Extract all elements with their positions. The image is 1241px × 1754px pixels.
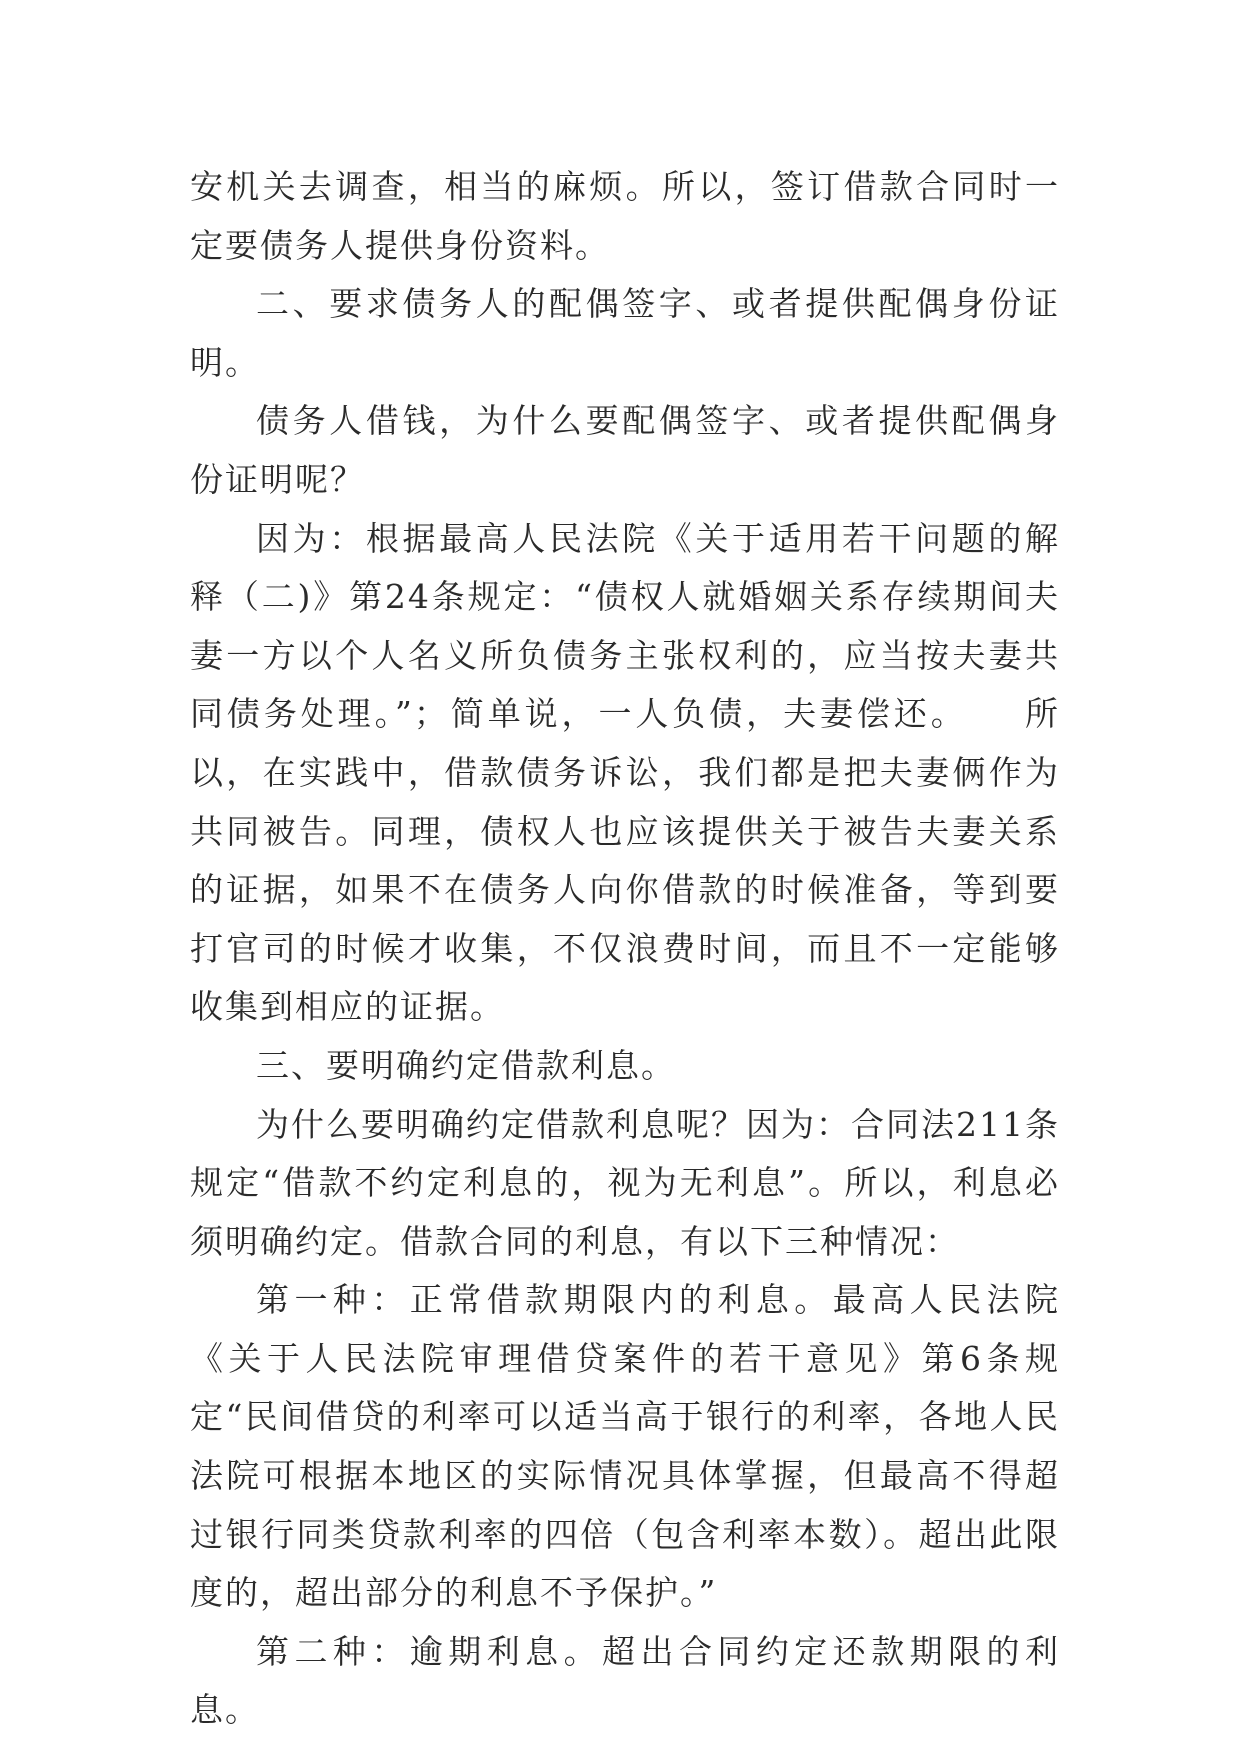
paragraph-3: 债务人借钱，为什么要配偶签字、或者提供配偶身份证明呢？ xyxy=(190,401,1060,499)
paragraph-8: 第二种：逾期利息。超出合同约定还款期限的利息。 xyxy=(190,1631,1060,1730)
paragraph-5-heading: 三、要明确约定借款利息。 xyxy=(256,1045,676,1085)
paragraph-2-heading: 二、要求债务人的配偶签字、或者提供配偶身份证明。 xyxy=(190,284,1060,382)
paragraph-7: 第一种：正常借款期限内的利息。最高人民法院《关于人民法院审理借贷案件的若干意见》第6条规定“民间借贷的利率可以适当高于银行的利率，各地人民法院可根据本地区的实际情况具体掌握，但最高不得超过银行同类贷款利率的四倍（包含利率本数）。超出此限度的，超出部分的利息不予保护。” xyxy=(190,1280,1060,1613)
paragraph-4: 因为：根据最高人民法院《关于适用若干问题的解释（二)》第24条规定：“债权人就婚姻关系存续期间夫妻一方以个人名义所负债务主张权利的，应当按夫妻共同债务处理。”；简单说，一人负债，夫妻偿还。 所以，在实践中，借款债务诉讼，我们都是把夫妻俩作为共同被告。同理，债权人也应该提供关于被告夫妻关系的证据，如果不在债务人向你借款的时候准备，等到要打官司的时候才收集，不仅浪费时间，而且不一定能够收集到相应的证据。 xyxy=(190,518,1060,1027)
paragraph-1: 安机关去调查，相当的麻烦。所以，签订借款合同时一定要债务人提供身份资料。 xyxy=(190,167,1060,265)
paragraph-6: 为什么要明确约定借款利息呢？因为：合同法211条规定“借款不约定利息的，视为无利息”。所以，利息必须明确约定。借款合同的利息，有以下三种情况： xyxy=(190,1104,1060,1261)
document-body xyxy=(190,158,1060,1740)
